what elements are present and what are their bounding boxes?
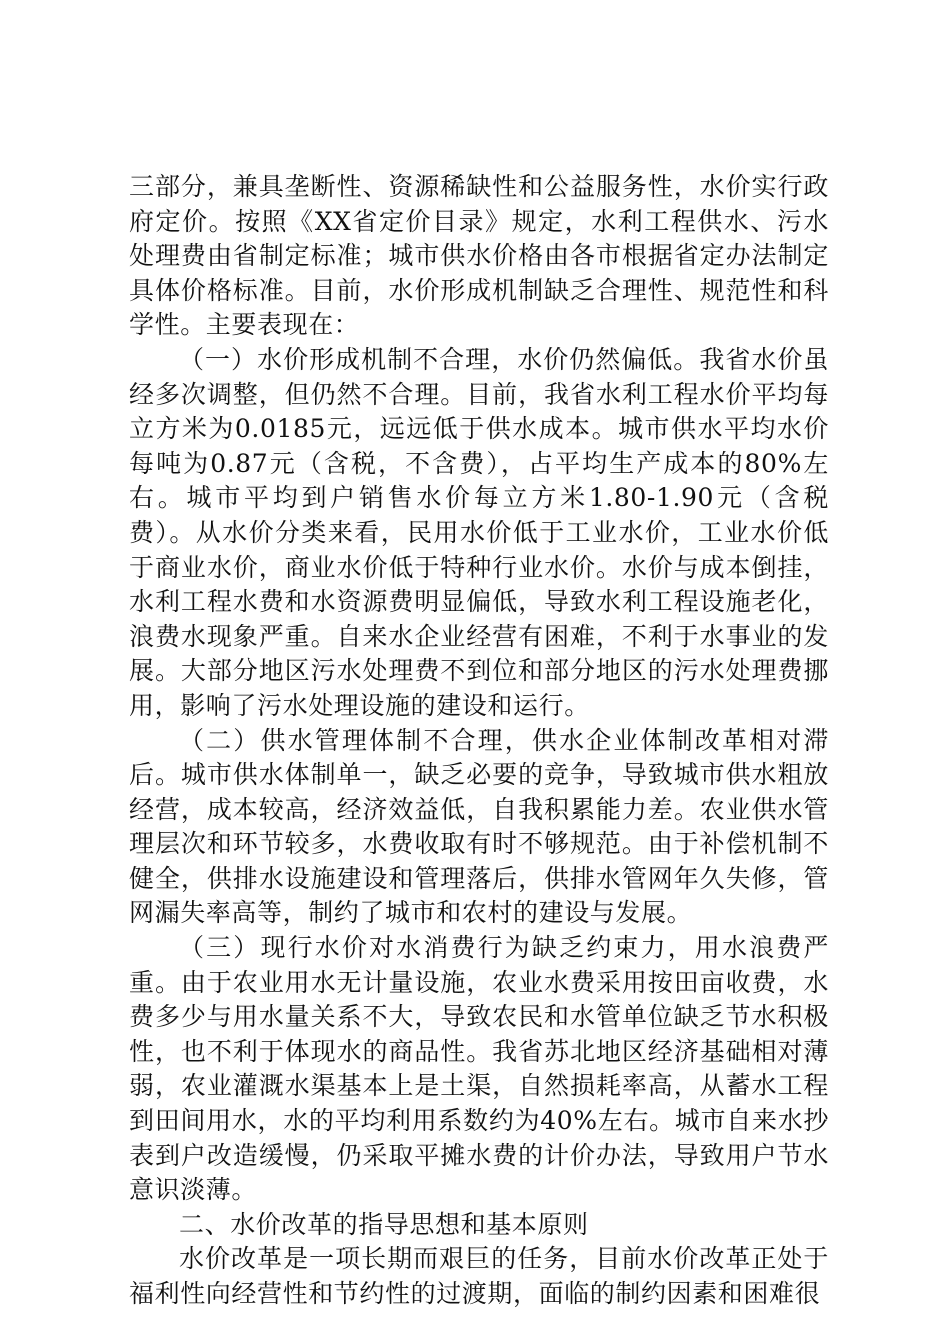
paragraph-continuation: 三部分，兼具垄断性、资源稀缺性和公益服务性，水价实行政府定价。按照《XX省定价目录》规定，水利工程供水、污水处理费由省制定标准；城市供水价格由各市根据省定办法制定具体价格标准。目前，水价形成机制缺乏合理性、规范性和科学性。主要表现在：	[129, 172, 829, 340]
paragraph-section-3: （三）现行水价对水消费行为缺乏约束力，用水浪费严重。由于农业用水无计量设施，农业水费采用按田亩收费，水费多少与用水量关系不大，导致农民和水管单位缺乏节水积极性，也不利于体现水的商品性。我省苏北地区经济基础相对薄弱，农业灌溉水渠基本上是土渠，自然损耗率高，从蓄水工程到田间用水，水的平均利用系数约为40%左右。城市自来水抄表到户改造缓慢，仍采取平摊水费的计价办法，导致用户节水意识淡薄。	[129, 933, 829, 1205]
paragraph-reform-intro: 水价改革是一项长期而艰巨的任务，目前水价改革正处于福利性向经营性和节约性的过渡期，面临的制约因素和困难很	[129, 1244, 829, 1308]
section-heading: 二、水价改革的指导思想和基本原则	[179, 1209, 589, 1239]
paragraph-section-2: （二）供水管理体制不合理，供水企业体制改革相对滞后。城市供水体制单一，缺乏必要的竞争，导致城市供水粗放经营，成本较高，经济效益低，自我积累能力差。农业供水管理层次和环节较多，水费收取有时不够规范。由于补偿机制不健全，供排水设施建设和管理落后，供排水管网年久失修，管网漏失率高等，制约了城市和农村的建设与发展。	[129, 725, 829, 928]
document-body	[129, 170, 829, 1312]
paragraph-section-1: （一）水价形成机制不合理，水价仍然偏低。我省水价虽经多次调整，但仍然不合理。目前，我省水利工程水价平均每立方米为0.0185元，远远低于供水成本。城市供水平均水价每吨为0.87元（含税，不含费），占平均生产成本的80%左右。城市平均到户销售水价每立方米1.80-1.90元（含税费）。从水价分类来看，民用水价低于工业水价，工业水价低于商业水价，商业水价低于特种行业水价。水价与成本倒挂，水利工程水费和水资源费明显偏低，导致水利工程设施老化，浪费水现象严重。自来水企业经营有困难，不利于水事业的发展。大部分地区污水处理费不到位和部分地区的污水处理费挪用，影响了污水处理设施的建设和运行。	[129, 344, 829, 720]
